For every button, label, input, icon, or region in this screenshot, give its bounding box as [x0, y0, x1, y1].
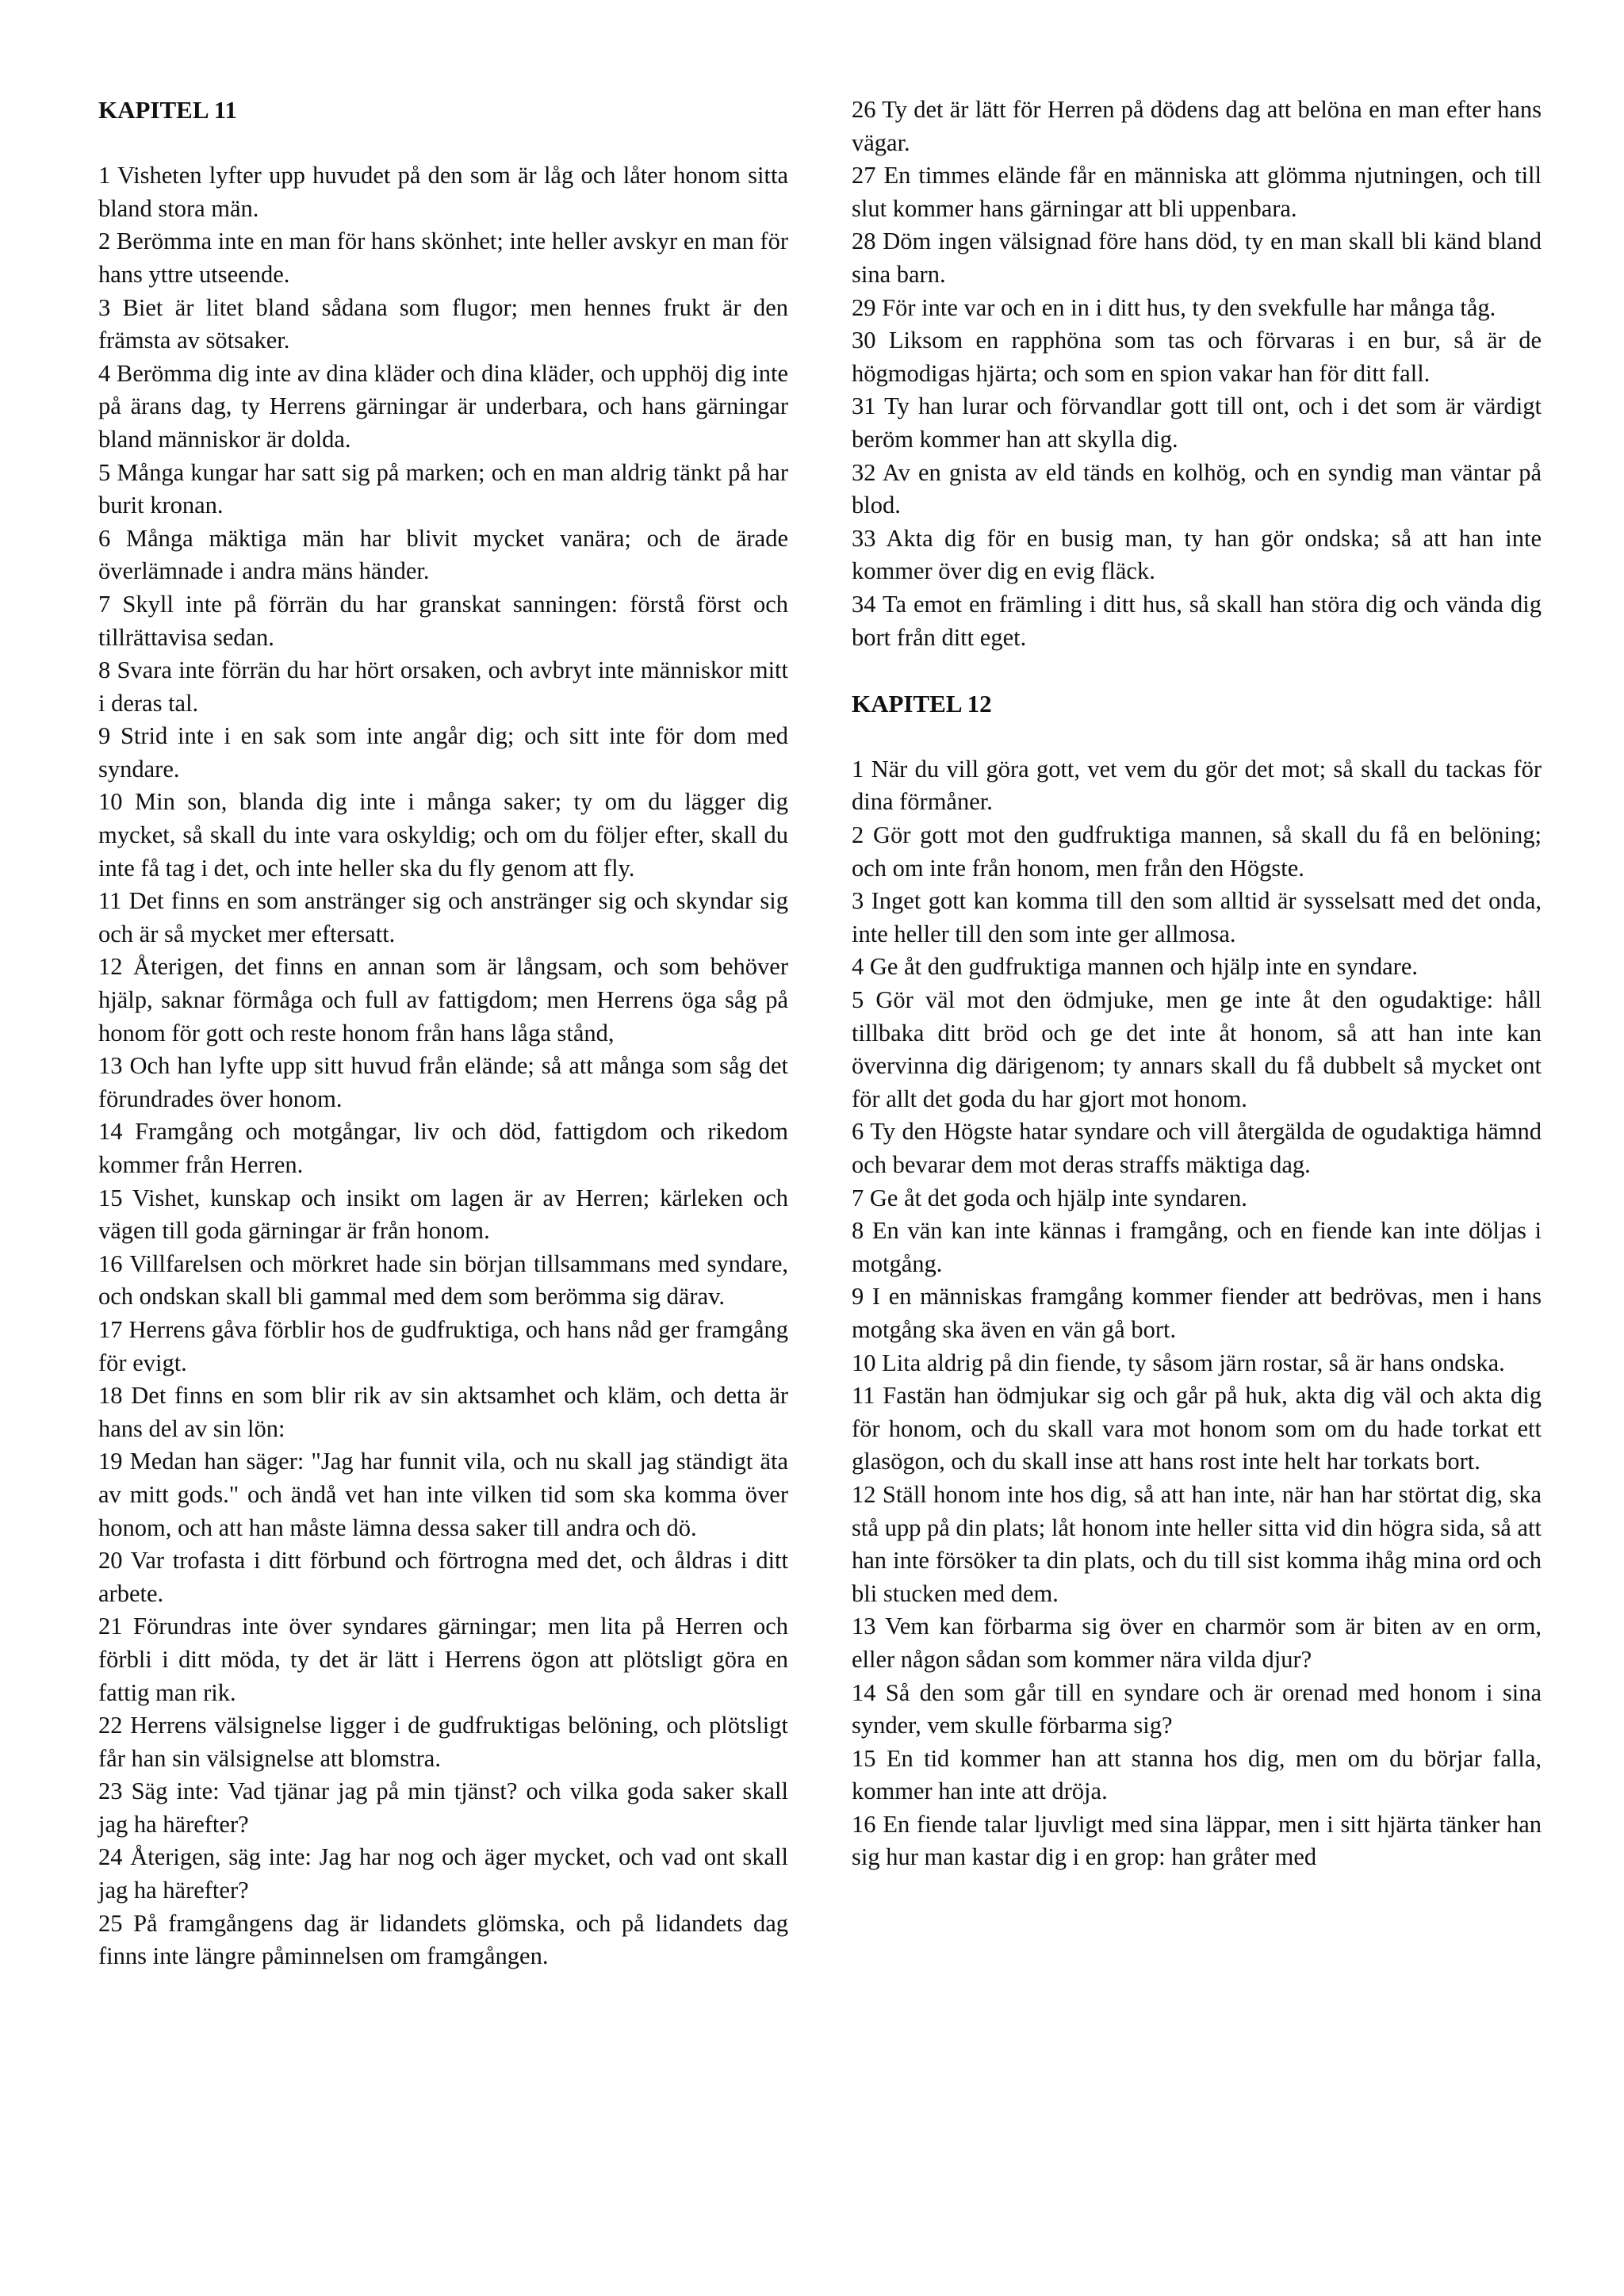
- verse: 9 I en människas framgång kommer fiender att bedrövas, men i hans motgång ska även en vän gå bort.: [852, 1283, 1542, 1343]
- verse: 10 Lita aldrig på din fiende, ty såsom järn rostar, så är hans ondska.: [852, 1349, 1505, 1376]
- verse: 16 Villfarelsen och mörkret hade sin början tillsammans med syndare, och ondskan skall bli gammal med dem som berömma sig därav.: [98, 1249, 788, 1311]
- verse: 20 Var trofasta i ditt förbund och förtrogna med det, och åldras i ditt arbete.: [98, 1547, 788, 1607]
- verse: 7 Ge åt det goda och hjälp inte syndaren.: [852, 1184, 1247, 1211]
- verse: 10 Min son, blanda dig inte i många saker; ty om du lägger dig mycket, så skall du inte vara oskyldig; och om du följer efter, skall du inte få tag i det, och inte heller ska du fly genom att fly.: [98, 788, 788, 882]
- verse: 16 En fiende talar ljuvligt med sina läppar, men i sitt hjärta tänker han sig hur man kastar dig i en grop: han gråter med: [852, 1810, 1542, 1871]
- verse: 19 Medan han säger: "Jag har funnit vila, och nu skall jag ständigt äta av mitt gods." och ändå vet han inte vilken tid som ska komma över honom, och att han måste lämna dessa saker till andra och dö.: [98, 1448, 788, 1541]
- verse: 5 Gör väl mot den ödmjuke, men ge inte åt den ogudaktige: håll tillbaka ditt bröd och ge det inte åt honom, så att han inte kan övervinna dig därigenom; ty annars skall du få dubbelt så mycket ont för allt det goda du har gjort mot honom.: [852, 986, 1542, 1112]
- verse: 1 När du vill göra gott, vet vem du gör det mot; så skall du tackas för dina förmåner.: [852, 755, 1542, 816]
- verse: 6 Ty den Högste hatar syndare och vill återgälda de ogudaktiga hämnd och bevarar dem mot deras straffs mäktiga dag.: [852, 1118, 1542, 1178]
- verse: 13 Och han lyfte upp sitt huvud från elände; så att många som såg det förundrades över honom.: [98, 1052, 788, 1112]
- verse: 2 Berömma inte en man för hans skönhet; inte heller avskyr en man för hans yttre utseende.: [98, 228, 788, 288]
- verse: 8 Svara inte förrän du har hört orsaken, och avbryt inte människor mitt i deras tal.: [98, 656, 788, 717]
- verse: 14 Framgång och motgångar, liv och död, fattigdom och rikedom kommer från Herren.: [98, 1118, 788, 1178]
- verse: 33 Akta dig för en busig man, ty han gör ondska; så att han inte kommer över dig en evig fläck.: [852, 524, 1542, 585]
- verse: 3 Biet är litet bland sådana som flugor; men hennes frukt är den främsta av sötsaker.: [98, 293, 788, 354]
- verse: 25 På framgångens dag är lidandets glömska, och på lidandets dag finns inte längre påminnelsen om framgången.: [98, 1909, 788, 1970]
- verse: 29 För inte var och en in i ditt hus, ty den svekfulle har många tåg.: [852, 293, 1496, 321]
- verse: 21 Förundras inte över syndares gärningar; men lita på Herren och förbli i ditt möda, ty det är lätt i Herrens ögon att plötsligt göra en fattig man rik.: [98, 1613, 788, 1706]
- verse: 32 Av en gnista av eld tänds en kolhög, och en syndig man väntar på blod.: [852, 458, 1542, 519]
- verse: 13 Vem kan förbarma sig över en charmör som är biten av en orm, eller någon sådan som kommer nära vilda djur?: [852, 1613, 1542, 1673]
- verse: 6 Många mäktiga män har blivit mycket vanära; och de ärade överlämnade i andra mäns händer.: [98, 524, 788, 585]
- verse: 9 Strid inte i en sak som inte angår dig; och sitt inte för dom med syndare.: [98, 722, 788, 783]
- verse: 12 Ställ honom inte hos dig, så att han inte, när han har störtat dig, ska stå upp på din plats; låt honom inte heller sitta vid din högra sida, så att han inte försöker ta din plats, och du till sist komma ihåg mina ord och bli stucken med dem.: [852, 1480, 1542, 1607]
- chapter-heading-12: KAPITEL 12: [852, 689, 992, 718]
- verse: 18 Det finns en som blir rik av sin aktsamhet och kläm, och detta är hans del av sin lön:: [98, 1382, 788, 1442]
- verse: 7 Skyll inte på förrän du har granskat sanningen: förstå först och tillrättavisa sedan.: [98, 590, 788, 651]
- verse: 30 Liksom en rapphöna som tas och förvaras i en bur, så är de högmodigas hjärta; och som en spion vakar han för ditt fall.: [852, 327, 1542, 387]
- verse: 22 Herrens välsignelse ligger i de gudfruktigas belöning, och plötsligt får han sin välsignelse att blomstra.: [98, 1712, 788, 1772]
- verse: 3 Inget gott kan komma till den som alltid är sysselsatt med det onda, inte heller till den som inte ger allmosa.: [852, 887, 1542, 947]
- verse: 28 Döm ingen välsignad före hans död, ty en man skall bli känd bland sina barn.: [852, 228, 1542, 288]
- right-column: [852, 94, 1542, 1973]
- verse: 12 Återigen, det finns en annan som är långsam, och som behöver hjälp, saknar förmåga och full av fattigdom; men Herrens öga såg på honom för gott och reste honom från hans låga stånd,: [98, 953, 788, 1047]
- verse: 26 Ty det är lätt för Herren på dödens dag att belöna en man efter hans vägar.: [852, 96, 1542, 156]
- verse: 2 Gör gott mot den gudfruktiga mannen, så skall du få en belöning; och om inte från honom, men från den Högste.: [852, 821, 1542, 882]
- verse: 5 Många kungar har satt sig på marken; och en man aldrig tänkt på har burit kronan.: [98, 458, 788, 519]
- verse: 11 Fastän han ödmjukar sig och går på huk, akta dig väl och akta dig för honom, och du skall vara mot honom som om du hade torkat ett glasögon, och du skall inse att hans rost inte helt har torkats bort.: [852, 1382, 1542, 1475]
- two-column-body: [98, 94, 1542, 1973]
- verse: 15 Vishet, kunskap och insikt om lagen är av Herren; kärleken och vägen till goda gärningar är från honom.: [98, 1184, 788, 1245]
- verse: 8 En vän kan inte kännas i framgång, och en fiende kan inte döljas i motgång.: [852, 1217, 1542, 1277]
- left-column: [98, 94, 788, 1973]
- verse: 1 Visheten lyfter upp huvudet på den som är låg och låter honom sitta bland stora män.: [98, 162, 788, 222]
- verse: 27 En timmes elände får en människa att glömma njutningen, och till slut kommer hans gärningar att bli uppenbara.: [852, 162, 1542, 222]
- verse: 4 Berömma dig inte av dina kläder och dina kläder, och upphöj dig inte på ärans dag, ty Herrens gärningar är underbara, och hans gärningar bland människor är dolda.: [98, 359, 788, 453]
- chapter-heading-11: KAPITEL 11: [98, 96, 237, 124]
- verse: 23 Säg inte: Vad tjänar jag på min tjänst? och vilka goda saker skall jag ha härefter?: [98, 1777, 788, 1838]
- verse: 34 Ta emot en främling i ditt hus, så skall han störa dig och vända dig bort från ditt eget.: [852, 590, 1542, 651]
- verse: 11 Det finns en som anstränger sig och anstränger sig och skyndar sig och är så mycket mer eftersatt.: [98, 887, 788, 947]
- verse: 17 Herrens gåva förblir hos de gudfruktiga, och hans nåd ger framgång för evigt.: [98, 1315, 788, 1376]
- chapter-11-verses-continued: [852, 94, 1542, 654]
- verse: 14 Så den som går till en syndare och är orenad med honom i sina synder, vem skulle förbarma sig?: [852, 1678, 1542, 1739]
- verse: 4 Ge åt den gudfruktiga mannen och hjälp inte en syndare.: [852, 953, 1418, 981]
- chapter-11-verses: [98, 159, 788, 1973]
- verse: 15 En tid kommer han att stanna hos dig, men om du börjar falla, kommer han inte att dröja.: [852, 1744, 1542, 1805]
- chapter-12-verses: [852, 753, 1542, 1874]
- verse: 24 Återigen, säg inte: Jag har nog och äger mycket, och vad ont skall jag ha härefter?: [98, 1843, 788, 1904]
- verse: 31 Ty han lurar och förvandlar gott till ont, och i det som är värdigt beröm kommer han att skylla dig.: [852, 392, 1542, 453]
